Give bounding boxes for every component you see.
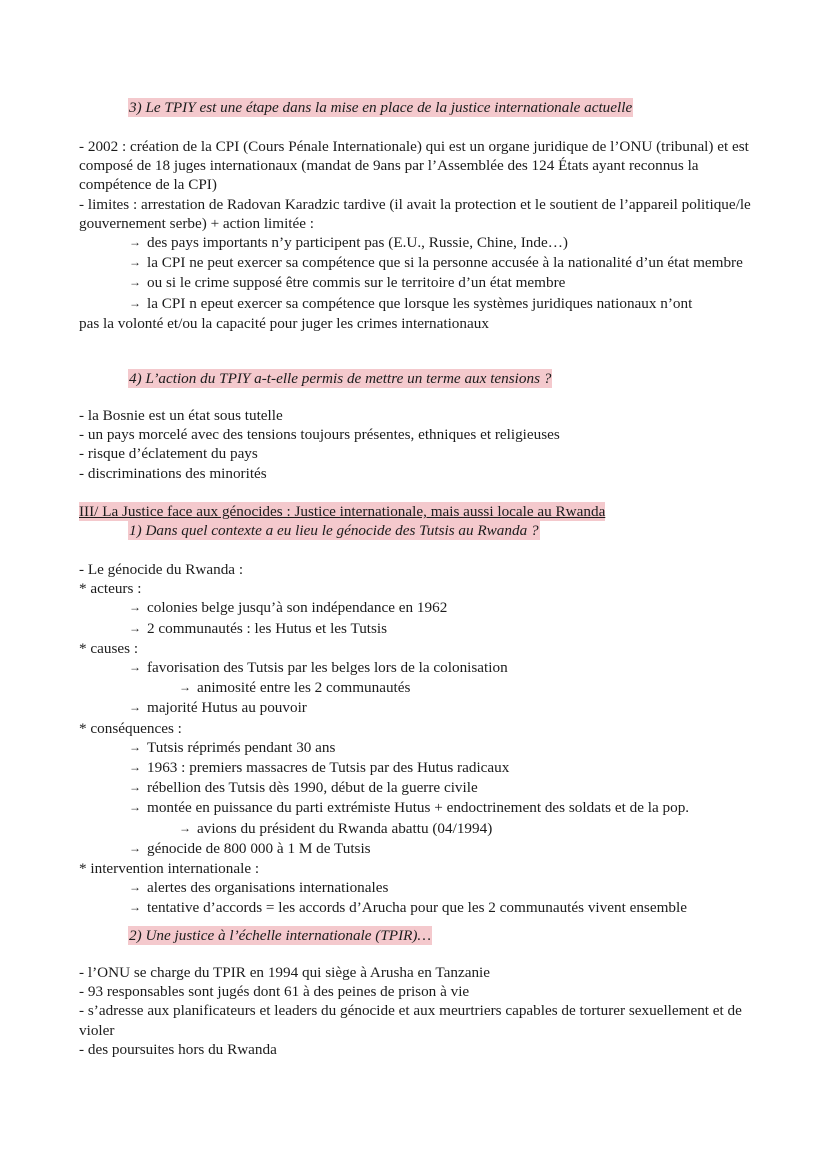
list-item: - s’adresse aux planificateurs et leaders du génocide et aux meurtriers capables de torturer sexuellement et de violer bbox=[79, 1002, 742, 1039]
cpi-creation-paragraph: - 2002 : création de la CPI (Cours Pénale Internationale) qui est un organe juridique de l’ONU (tribunal) et est composé de 18 juges internationaux (mandat de 9ans par l’Assemblée des 124 États ayant reconnus la compétence de la CPI) bbox=[79, 138, 749, 194]
rwanda-context-body bbox=[79, 560, 759, 919]
acteur-item: → colonies belge jusqu’à son indépendance en 1962 bbox=[129, 599, 448, 617]
section-4-heading: 4) L’action du TPIY a-t-elle permis de mettre un terme aux tensions ? bbox=[129, 370, 552, 387]
arrow-icon: → bbox=[129, 840, 141, 855]
genocide-intro: - Le génocide du Rwanda : bbox=[79, 561, 244, 578]
arrow-icon: → bbox=[129, 255, 141, 270]
list-item: - des poursuites hors du Rwanda bbox=[79, 1040, 277, 1058]
consequence-subitem: → avions du président du Rwanda abattu (04/1994) bbox=[179, 819, 493, 837]
arrow-icon: → bbox=[179, 680, 191, 695]
arrow-icon: → bbox=[129, 235, 141, 250]
list-item: - l’ONU se charge du TPIR en 1994 qui siège à Arusha en Tanzanie bbox=[79, 964, 491, 981]
list-item: - risque d’éclatement du pays bbox=[79, 445, 258, 463]
list-item: - un pays morcelé avec des tensions toujours présentes, ethniques et religieuses bbox=[79, 426, 560, 444]
limit-item: → la CPI n epeut exercer sa compétence que lorsque les systèmes juridiques nationaux n’ont bbox=[129, 294, 693, 312]
part-3-heading-1: 1) Dans quel contexte a eu lieu le génocide des Tutsis au Rwanda ? bbox=[129, 522, 539, 539]
consequence-item: → rébellion des Tutsis dès 1990, début de la guerre civile bbox=[129, 779, 478, 797]
list-item: - la Bosnie est un état sous tutelle bbox=[79, 407, 283, 424]
arrow-icon: → bbox=[129, 760, 141, 775]
intervention-item: → alertes des organisations internationales bbox=[129, 879, 389, 897]
part-3-title: III/ La Justice face aux génocides : Justice internationale, mais aussi locale au Rwanda bbox=[79, 503, 606, 520]
consequence-item: → 1963 : premiers massacres de Tutsis par des Hutus radicaux bbox=[129, 759, 510, 777]
acteur-item: → 2 communautés : les Hutus et les Tutsis bbox=[129, 619, 388, 637]
arrow-icon: → bbox=[129, 660, 141, 675]
acteurs-label: * acteurs : bbox=[79, 580, 142, 598]
part-3-heading-2: 2) Une justice à l’échelle internationale (TPIR)… bbox=[129, 927, 431, 944]
cause-item: → favorisation des Tutsis par les belges lors de la colonisation bbox=[129, 659, 508, 677]
arrow-icon: → bbox=[129, 739, 141, 754]
section-3-body bbox=[79, 137, 759, 333]
consequence-item: → Tutsis réprimés pendant 30 ans bbox=[129, 738, 336, 756]
arrow-icon: → bbox=[129, 800, 141, 815]
limit-item-continuation: pas la volonté et/ou la capacité pour juger les crimes internationaux bbox=[79, 314, 489, 332]
arrow-icon: → bbox=[129, 780, 141, 795]
arrow-icon: → bbox=[129, 700, 141, 715]
list-item: - discriminations des minorités bbox=[79, 464, 267, 482]
intervention-label: * intervention internationale : bbox=[79, 860, 260, 878]
limit-item: → des pays importants n’y participent pas (E.U., Russie, Chine, Inde…) bbox=[129, 234, 568, 252]
limits-paragraph: - limites : arrestation de Radovan Karadzic tardive (il avait la protection et le soutient de l’appareil politique/le gouvernement serbe) + action limitée : bbox=[79, 195, 751, 232]
arrow-icon: → bbox=[129, 275, 141, 290]
section-3-heading: 3) Le TPIY est une étape dans la mise en place de la justice internationale actuelle bbox=[129, 99, 633, 116]
consequences-label: * conséquences : bbox=[79, 719, 182, 737]
arrow-icon: → bbox=[129, 900, 141, 915]
intervention-item: → tentative d’accords = les accords d’Arucha pour que les 2 communautés vivent ensemble bbox=[129, 899, 687, 917]
arrow-icon: → bbox=[129, 600, 141, 615]
tpir-body bbox=[79, 963, 759, 1059]
arrow-icon: → bbox=[179, 820, 191, 835]
limit-item: → ou si le crime supposé être commis sur le territoire d’un état membre bbox=[129, 274, 566, 292]
cause-subitem: → animosité entre les 2 communautés bbox=[179, 679, 411, 697]
section-4-body bbox=[79, 406, 759, 483]
causes-label: * causes : bbox=[79, 639, 139, 657]
cause-item: → majorité Hutus au pouvoir bbox=[129, 699, 307, 717]
consequence-item: → montée en puissance du parti extrémiste Hutus + endoctrinement des soldats et de la pop. bbox=[129, 799, 690, 817]
consequence-item: → génocide de 800 000 à 1 M de Tutsis bbox=[129, 839, 371, 857]
list-item: - 93 responsables sont jugés dont 61 à des peines de prison à vie bbox=[79, 983, 470, 1001]
arrow-icon: → bbox=[129, 620, 141, 635]
arrow-icon: → bbox=[129, 880, 141, 895]
limit-item: → la CPI ne peut exercer sa compétence que si la personne accusée à la nationalité d’un état membre bbox=[129, 254, 743, 272]
arrow-icon: → bbox=[129, 295, 141, 310]
